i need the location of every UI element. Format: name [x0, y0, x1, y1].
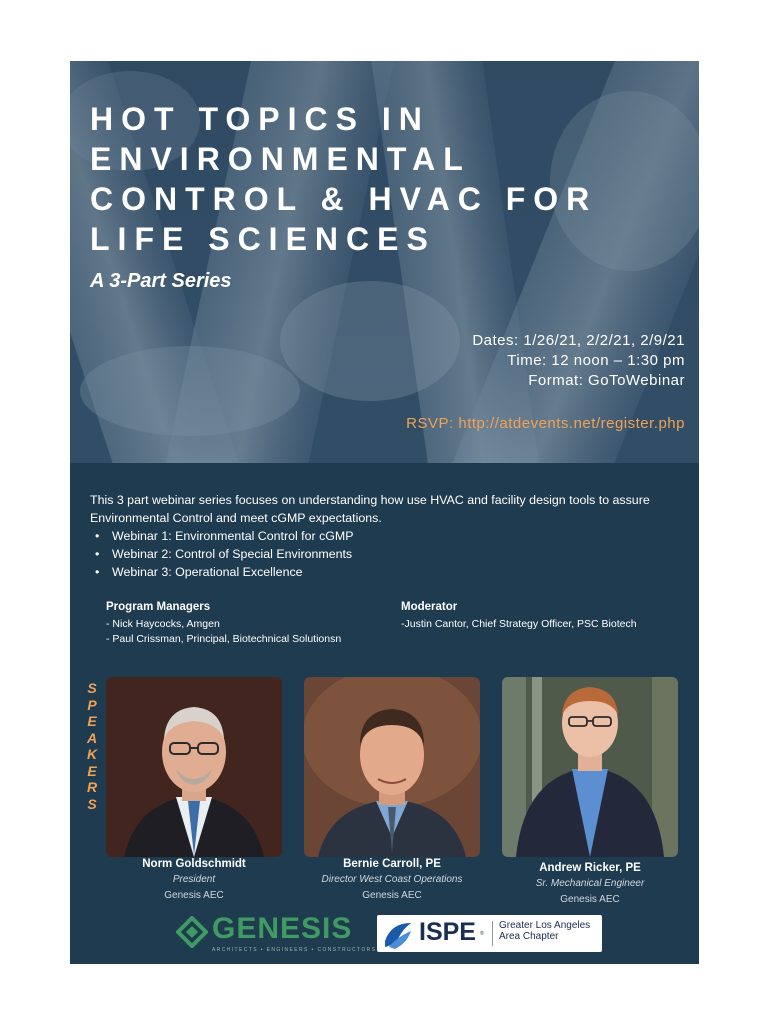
genesis-tagline: ARCHITECTS • ENGINEERS • CONSTRUCTORS	[212, 947, 377, 953]
event-dates: Dates: 1/26/21, 2/2/21, 2/9/21	[472, 332, 685, 349]
speakers-letter: K	[86, 746, 98, 762]
event-format: Format: GoToWebinar	[528, 372, 685, 389]
speakers-letter: P	[87, 696, 97, 713]
webinar-list	[90, 527, 353, 581]
series-description: This 3 part webinar series focuses on understanding how use HVAC and facility design tools to assure Environmental Control and meet cGMP expectations.	[90, 493, 650, 525]
ispe-logo-icon	[381, 917, 415, 951]
title-line: CONTROL & HVAC FOR	[90, 181, 598, 217]
program-managers	[106, 601, 341, 647]
list-item: • Webinar 3: Operational Excellence	[90, 563, 353, 581]
genesis-wordmark: GENESIS	[212, 912, 353, 945]
speaker-name: Andrew Ricker, PE	[539, 862, 641, 874]
ispe-registered-mark: ®	[480, 931, 484, 937]
moderator-line: -Justin Cantor, Chief Strategy Officer, PSC Biotech	[401, 618, 637, 630]
title-line: HOT TOPICS IN	[90, 101, 430, 137]
speaker-name: Norm Goldschmidt	[142, 858, 246, 870]
chapter-line: Area Chapter	[499, 931, 559, 942]
event-flyer	[70, 61, 699, 964]
speakers-letter: A	[86, 729, 98, 746]
speaker-role: President	[172, 874, 216, 885]
program-managers-heading: Program Managers	[106, 601, 211, 613]
speaker-org: Genesis AEC	[560, 894, 620, 905]
title-line: ENVIRONMENTAL	[90, 141, 471, 177]
hero-banner	[70, 61, 699, 463]
list-item: • Webinar 1: Environmental Control for cGMP	[90, 527, 353, 545]
event-time: Time: 12 noon – 1:30 pm	[507, 352, 685, 369]
event-title	[90, 99, 690, 259]
ispe-wordmark: ISPE	[419, 918, 476, 946]
speaker-photo-carroll	[304, 677, 480, 857]
genesis-logo-icon	[176, 916, 208, 948]
event-details	[472, 331, 685, 391]
series-subtitle: A 3-Part Series	[90, 270, 232, 292]
speakers-letter: S	[87, 680, 97, 696]
speaker-caption	[304, 856, 480, 903]
speaker-org: Genesis AEC	[164, 890, 224, 901]
speaker-photo-ricker	[502, 677, 678, 857]
speaker-photo-goldschmidt	[106, 677, 282, 857]
speakers-letter: E	[87, 713, 97, 729]
list-item: • Webinar 2: Control of Special Environments	[90, 545, 353, 563]
speaker-role: Director West Coast Operations	[321, 874, 463, 885]
speaker-role: Sr. Mechanical Engineer	[535, 878, 645, 889]
logo-divider	[492, 921, 493, 946]
moderator-heading: Moderator	[401, 601, 458, 613]
speakers-letter: S	[87, 795, 97, 812]
chapter-name	[499, 920, 590, 942]
ispe-logo	[377, 915, 602, 952]
speaker-caption	[106, 856, 282, 903]
title-line: LIFE SCIENCES	[90, 221, 436, 257]
chapter-line: Greater Los Angeles	[499, 920, 591, 931]
rsvp-link[interactable]: RSVP: http://atdevents.net/register.php	[406, 415, 685, 432]
program-manager-line: - Paul Crissman, Principal, Biotechnical Solutionsn	[106, 633, 342, 645]
moderator	[401, 601, 637, 632]
program-manager-line: - Nick Haycocks, Amgen	[106, 618, 220, 630]
speaker-caption	[502, 856, 678, 907]
speaker-name: Bernie Carroll, PE	[343, 858, 441, 870]
speakers-letter: R	[86, 779, 98, 795]
speakers-label	[84, 680, 100, 812]
speaker-org: Genesis AEC	[362, 890, 422, 901]
speakers-letter: E	[87, 762, 97, 779]
